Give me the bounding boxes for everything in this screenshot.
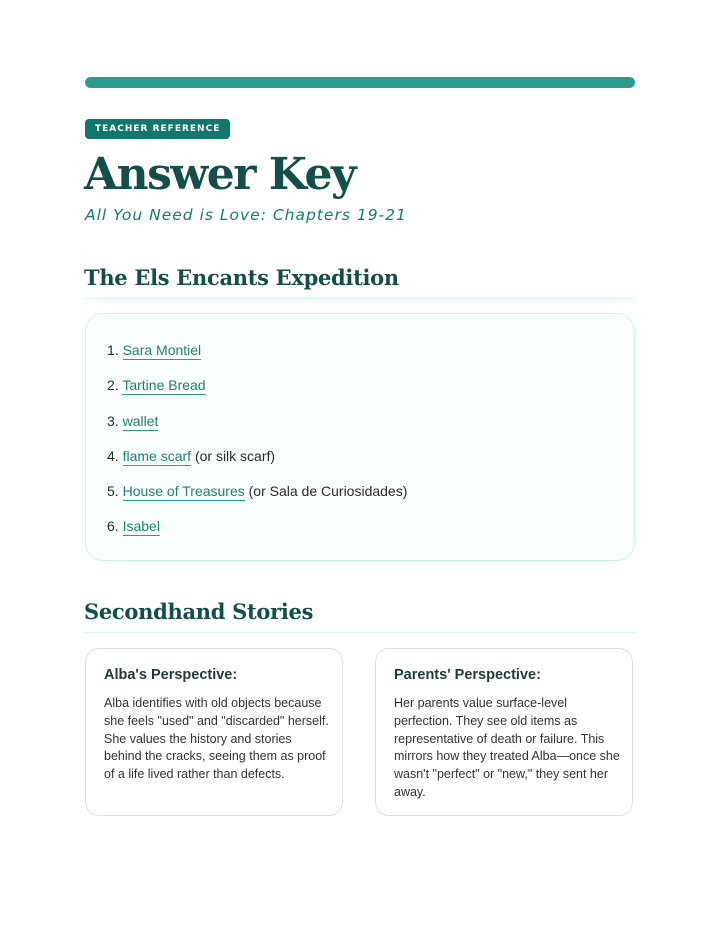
page-title: Answer Key [84,149,356,200]
answer-list [107,340,407,552]
card-title: Parents' Perspective: [394,667,541,683]
answer-text: Isabel [122,518,160,535]
parents-perspective-card [375,648,633,816]
answer-text: House of Treasures [122,483,245,500]
card-title: Alba's Perspective: [104,667,238,683]
answer-text: flame scarf [122,447,192,464]
answer-number: 5. [107,483,119,500]
answer-item [107,375,407,410]
answer-number: 4. [107,447,119,464]
answer-list-box [85,313,635,561]
answer-text: Tartine Bread [122,377,206,394]
card-body: Her parents value surface-level perfection. They see old items as representative of death or failure. This mirrors how they treated Alba—once she wasn't "perfect" or "new," they sent her away. [394,696,620,799]
page-subtitle: All You Need is Love: Chapters 19-21 [85,206,407,224]
answer-number: 2. [107,377,119,394]
card-body: Alba identifies with old objects because she feels "used" and "discarded" herself. She values the history and stories behind the cracks, seeing them as proof of a life lived rather than defects. [104,696,329,782]
answer-text: Sara Montiel [122,342,202,358]
answer-item [107,516,407,551]
section-divider [85,632,635,633]
answer-item [107,411,407,446]
answer-item [107,446,407,481]
section-heading-expedition: The Els Encants Expedition [84,265,399,290]
teacher-reference-badge: TEACHER REFERENCE [85,119,230,139]
answer-number: 1. [107,342,119,358]
section-heading-secondhand-stories: Secondhand Stories [84,599,314,624]
answer-text: wallet [122,412,159,429]
alba-perspective-card [85,648,343,816]
section-divider [85,298,635,299]
answer-alternate-note: (or silk scarf) [194,447,276,464]
answer-number: 3. [107,412,119,429]
top-accent-bar [85,77,635,88]
answer-number: 6. [107,518,119,535]
answer-item [107,340,407,375]
answer-item [107,481,407,516]
answer-alternate-note: (or Sala de Curiosidades) [248,483,408,500]
